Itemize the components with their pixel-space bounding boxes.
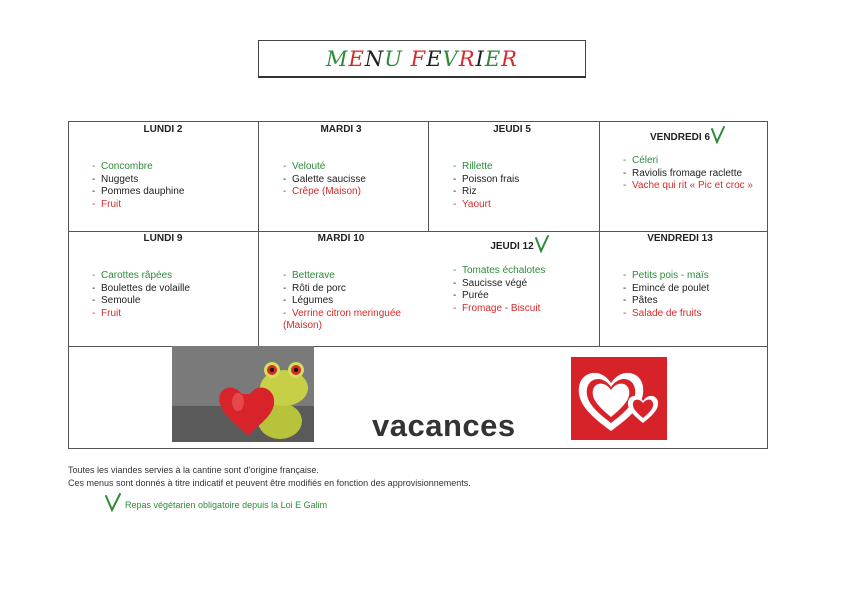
- menu-item-text: Rôti de porc: [292, 282, 346, 294]
- column-divider: [258, 122, 259, 346]
- day-items: [623, 270, 709, 320]
- vegetarian-check-icon: [710, 126, 726, 149]
- menu-item: [623, 168, 763, 181]
- menu-item-text: Boulettes de volaille: [101, 282, 190, 294]
- bullet-dash: -: [453, 277, 457, 289]
- bullet-dash: -: [283, 161, 287, 172]
- bullet-dash: -: [623, 282, 627, 294]
- menu-item: [623, 295, 709, 308]
- menu-item: [453, 161, 519, 174]
- bullet-dash: -: [623, 295, 627, 306]
- menu-item: [283, 308, 433, 333]
- bullet-dash: -: [453, 198, 457, 210]
- menu-item-text: Tomates échalotes: [462, 265, 546, 276]
- bullet-dash: -: [283, 295, 287, 306]
- menu-item: [92, 283, 190, 296]
- menu-item: [623, 180, 763, 193]
- menu-item-text: Emincé de poulet: [632, 282, 710, 294]
- day-items: [283, 270, 433, 333]
- bullet-dash: -: [283, 270, 287, 281]
- menu-item: [92, 174, 184, 187]
- menu-item: [92, 186, 184, 199]
- frog-with-heart-photo: [172, 346, 314, 442]
- menu-item: [283, 270, 433, 283]
- menu-item-text: Yaourt: [462, 198, 491, 210]
- day-header: MARDI 10: [317, 233, 365, 244]
- bullet-dash: -: [283, 173, 287, 185]
- day-header: VENDREDI 6: [649, 132, 711, 143]
- menu-item-text: Pommes dauphine: [101, 186, 185, 197]
- menu-item-text: Fruit: [101, 198, 121, 210]
- bullet-dash: -: [92, 307, 96, 319]
- bullet-dash: -: [283, 186, 287, 197]
- menu-item-text: Purée: [462, 290, 489, 301]
- day-items: [453, 265, 545, 315]
- day-items: [623, 155, 763, 193]
- title-letter: E: [484, 46, 502, 71]
- day-items: [453, 161, 519, 211]
- day-header: JEUDI 12: [490, 241, 534, 252]
- footnotes: [68, 464, 471, 490]
- menu-item-text: Rillette: [462, 161, 493, 172]
- title-letter: R: [458, 46, 476, 71]
- menu-item: [453, 199, 519, 212]
- title-letter: E: [348, 46, 365, 71]
- menu-item: [453, 278, 545, 291]
- bullet-dash: -: [283, 307, 287, 319]
- menu-item-text: Vache qui rit « Pic et croc »: [632, 180, 753, 191]
- menu-item-text: Betterave: [292, 270, 335, 281]
- menu-item: [623, 155, 763, 168]
- menu-item: [623, 283, 709, 296]
- menu-item: [623, 270, 709, 283]
- note-indicative: Ces menus sont donnés à titre indicatif et peuvent être modifiés en fonction des approvisionnements.: [68, 478, 471, 488]
- bullet-dash: -: [623, 155, 627, 166]
- bullet-dash: -: [92, 198, 96, 210]
- note-origin: Toutes les viandes servies à la cantine sont d'origine française.: [68, 465, 319, 475]
- title-letter: N: [364, 46, 385, 71]
- bullet-dash: -: [92, 161, 96, 172]
- menu-item: [453, 303, 545, 316]
- bullet-dash: -: [92, 282, 96, 294]
- menu-item-text: Velouté: [292, 161, 326, 172]
- bullet-dash: -: [623, 167, 627, 179]
- menu-item: [283, 186, 366, 199]
- title-letter: [403, 47, 411, 71]
- bullet-dash: -: [623, 180, 627, 191]
- bullet-dash: -: [453, 186, 457, 197]
- column-divider: [428, 122, 429, 231]
- row-divider: [69, 231, 767, 232]
- menu-item: [623, 308, 709, 321]
- bullet-dash: -: [623, 307, 627, 319]
- vegetarian-note: Repas végétarien obligatoire depuis la Loi E Galim: [125, 500, 328, 510]
- menu-item: [283, 295, 433, 308]
- menu-item: [453, 290, 545, 303]
- menu-item-text: Raviolis fromage raclette: [632, 167, 743, 179]
- bullet-dash: -: [92, 295, 96, 306]
- menu-item: [92, 295, 190, 308]
- menu-item-text: Légumes: [292, 295, 334, 306]
- menu-item-text: Semoule: [101, 295, 141, 306]
- day-header: LUNDI 9: [143, 233, 183, 244]
- menu-item-text: Poisson frais: [462, 173, 520, 185]
- menu-item: [92, 161, 184, 174]
- menu-item-text: Fruit: [101, 307, 121, 319]
- day-header: LUNDI 2: [143, 124, 183, 135]
- title-letter: E: [426, 46, 443, 71]
- bullet-dash: -: [453, 265, 457, 276]
- menu-item: [92, 308, 190, 321]
- menu-item: [283, 283, 433, 296]
- menu-item-text: Galette saucisse: [292, 173, 366, 185]
- menu-item-text: Saucisse végé: [462, 277, 528, 289]
- menu-item-text: Fromage - Biscuit: [462, 302, 541, 314]
- bullet-dash: -: [453, 173, 457, 185]
- vegetarian-check-icon: [104, 492, 122, 517]
- bullet-dash: -: [623, 270, 627, 281]
- menu-item: [92, 270, 190, 283]
- vacances-label: vacances: [372, 408, 516, 443]
- day-items: [283, 161, 366, 199]
- bullet-dash: -: [453, 161, 457, 172]
- menu-item-text: Verrine citron meringuée (Maison): [283, 307, 401, 331]
- menu-item-text: Nuggets: [101, 173, 139, 185]
- menu-item-text: Concombre: [101, 161, 153, 172]
- bullet-dash: -: [92, 270, 96, 281]
- menu-item-text: Crêpe (Maison): [292, 186, 361, 197]
- menu-item-text: Pâtes: [632, 295, 658, 306]
- day-header: MARDI 3: [320, 124, 362, 135]
- menu-item: [453, 174, 519, 187]
- menu-item: [92, 199, 184, 212]
- title-letter: R: [501, 46, 518, 71]
- vegetarian-check-icon: [534, 235, 550, 258]
- bullet-dash: -: [453, 290, 457, 301]
- hearts-icon: [571, 357, 667, 440]
- bullet-dash: -: [92, 173, 96, 185]
- title-letter: F: [410, 46, 427, 71]
- title-letter: I: [475, 46, 485, 71]
- menu-title: [258, 40, 586, 78]
- menu-item: [453, 186, 519, 199]
- day-items: [92, 161, 184, 211]
- menu-item-text: Salade de fruits: [632, 307, 702, 319]
- bullet-dash: -: [92, 186, 96, 197]
- menu-item-text: Carottes râpées: [101, 270, 173, 281]
- bullet-dash: -: [283, 282, 287, 294]
- menu-item-text: Céleri: [632, 155, 659, 166]
- day-header: VENDREDI 13: [647, 233, 713, 244]
- menu-item-text: Riz: [462, 186, 477, 197]
- day-items: [92, 270, 190, 320]
- column-divider: [599, 122, 600, 346]
- menu-item: [453, 265, 545, 278]
- menu-item: [283, 174, 366, 187]
- menu-item: [283, 161, 366, 174]
- menu-item-text: Petits pois - maïs: [632, 270, 709, 281]
- title-letter: M: [326, 46, 349, 71]
- day-header: JEUDI 5: [493, 124, 531, 135]
- bullet-dash: -: [453, 302, 457, 314]
- title-letter: V: [442, 46, 459, 71]
- title-letter: U: [384, 46, 403, 71]
